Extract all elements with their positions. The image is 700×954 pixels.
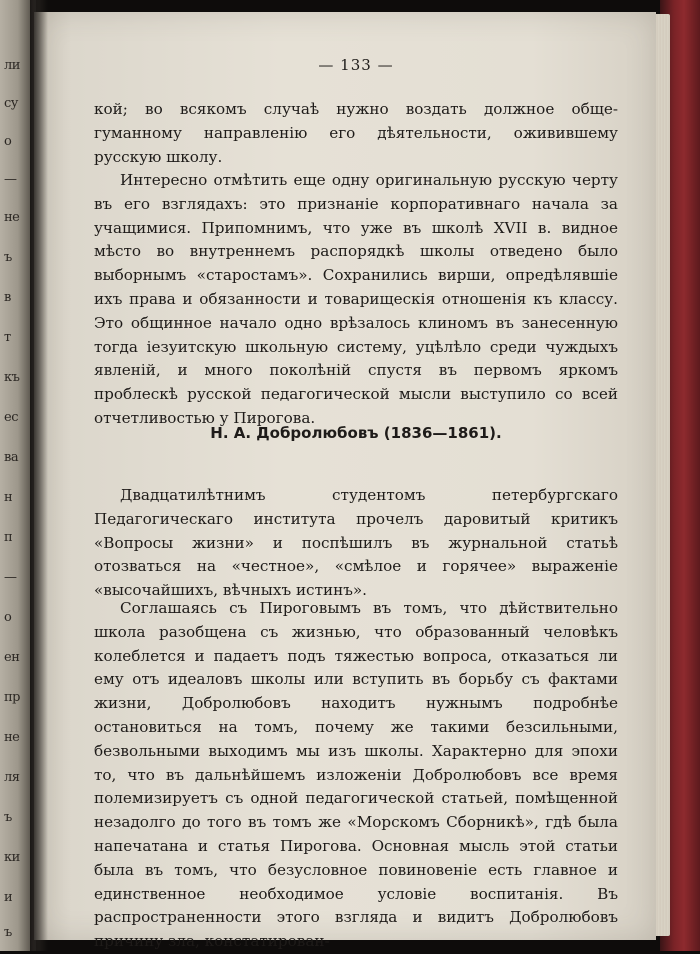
- left-page-fragment: ес: [4, 410, 18, 425]
- paragraph: Интересно отмѣтить еще одну оригинальную русскую черту въ его взглядахъ: это признаніе корпоративнаго начала за учащимися. Припомнимъ, что уже въ школѣ XVII в. видное мѣсто во внутреннемъ распорядкѣ школы отведено было выборнымъ «старостамъ». Сохранились вирши, опредѣлявшіе ихъ права и обязанности и товарищескія отношенія къ классу. Это общинное начало одно врѣзалось клиномъ въ занесенную тогда іезуитскую школьную систему, уцѣлѣло среди чуждыхъ явленій, и много поколѣній спустя въ первомъ яркомъ проблескѣ русской педагогической мысли выступило со всей отчетливостью у Пирогова.: [94, 171, 618, 427]
- left-page-fragment: ен: [4, 650, 20, 665]
- left-page-fragment: п: [4, 530, 13, 545]
- left-page-fragment: ъ: [4, 250, 12, 265]
- left-page-fragment: о: [4, 134, 12, 149]
- left-page-fragment: ъ: [4, 925, 12, 940]
- book-page: [34, 12, 656, 951]
- left-page-fragment: н: [4, 490, 13, 505]
- left-page-fragment: не: [4, 210, 20, 225]
- paragraph: Соглашаясь съ Пироговымъ въ томъ, что дѣйствительно школа разобщена съ жизнью, что образованный человѣкъ колеблется и падаетъ подъ тяжестью вопроса, отказаться ли ему отъ идеаловъ школы или вступить въ борьбу съ фактами жизни, Добролюбовъ находитъ нужнымъ подробнѣе остановиться на томъ, почему же такими безсильными, безвольными выходимъ мы изъ школы. Характерно для эпохи то, что въ дальнѣйшемъ изложеніи Добролюбовъ все время полемизируетъ съ одной педагогической статьей, помѣщенной незадолго до того въ томъ же «Морскомъ Сборникѣ», гдѣ была напечатана и статья Пирогова. Основная мысль этой статьи была въ томъ, что безусловное повиновеніе есть главное и единственное необходимое условіе воспитанія. Въ распространенности этого взгляда и видитъ Добролюбовъ причину зла, констатирован-: [94, 599, 618, 951]
- page-number: — 133 —: [318, 56, 394, 74]
- left-page-fragment: ъ: [4, 810, 12, 825]
- left-page-fragment: ля: [4, 770, 20, 785]
- left-page-fragment: ли: [4, 58, 20, 73]
- left-page-fragment: ва: [4, 450, 19, 465]
- left-page-fragment: су: [4, 96, 18, 111]
- section-heading: Н. А. Добролюбовъ (1836—1861).: [210, 424, 502, 442]
- page-edges: [654, 14, 670, 936]
- left-page-fragment: не: [4, 730, 20, 745]
- left-page-fragment: къ: [4, 370, 20, 385]
- paragraph: Двадцатилѣтнимъ студентомъ петербургскаго Педагогическаго института прочелъ даровитый критикъ «Вопросы жизни» и поспѣшилъ въ журнальной статьѣ отозваться на «честное», «смѣлое и горячее» выраженіе «высочайшихъ, вѣчныхъ истинъ».: [94, 486, 618, 600]
- book-gutter-shadow: [30, 0, 48, 951]
- left-page-fragment: ки: [4, 850, 20, 865]
- left-page-fragment: —: [4, 570, 17, 585]
- left-page-fragment: о: [4, 610, 12, 625]
- left-page-fragment: в: [4, 290, 11, 305]
- left-page-fragment: —: [4, 172, 17, 187]
- left-page-fragment: пр: [4, 690, 20, 705]
- left-page-fragment: т: [4, 330, 11, 345]
- left-page-fragment: и: [4, 890, 13, 905]
- paragraph: кой; во всякомъ случаѣ нужно воздать должное обще-гуманному направленію его дѣятельности, оживившему русскую школу.: [94, 100, 618, 166]
